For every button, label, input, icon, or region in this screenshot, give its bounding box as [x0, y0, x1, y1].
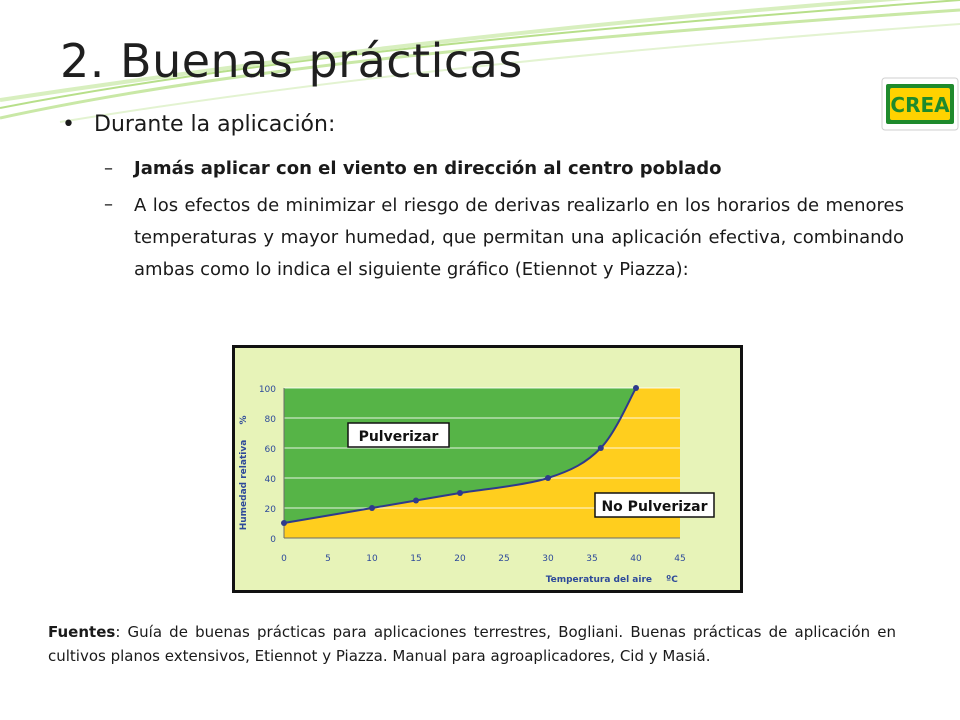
chart-svg — [232, 345, 743, 593]
y-tick-label: 20 — [264, 505, 276, 515]
y-tick-label: 100 — [258, 385, 276, 395]
logo-text: CREA — [890, 93, 950, 117]
x-tick-label: 25 — [498, 554, 510, 564]
subitem-timing-text: A los efectos de minimizar el riesgo de derivas realizarlo en los horarios de menores temperaturas y mayor humedad, que permitan una aplicación efectiva, combinando ambas como lo indica el siguiente gráfico (Etiennot y Piazza): — [134, 195, 904, 280]
x-tick-label: 15 — [410, 554, 422, 564]
y-tick-label: 60 — [264, 445, 276, 455]
bullet-text: Durante la aplicación: — [94, 112, 336, 137]
y-tick-label: 80 — [264, 415, 276, 425]
humidity-temperature-chart — [232, 345, 743, 593]
dash-icon: – — [104, 158, 113, 179]
y-axis-unit: % — [239, 415, 249, 425]
x-tick-label: 30 — [542, 554, 554, 564]
x-tick-label: 35 — [586, 554, 598, 564]
sources-label: Fuentes — [48, 623, 116, 641]
crea-logo — [880, 76, 960, 132]
x-axis-unit: ºC — [666, 575, 678, 585]
data-point — [369, 505, 375, 511]
y-tick-label: 0 — [270, 535, 276, 545]
y-tick-label: 40 — [264, 475, 276, 485]
y-axis-title: Humedad relativa — [239, 439, 249, 531]
x-tick-label: 40 — [630, 554, 642, 564]
x-axis-title: Temperatura del aire — [545, 575, 652, 585]
data-point — [598, 445, 604, 451]
pulverizar-label: Pulverizar — [358, 429, 439, 445]
data-point — [545, 475, 551, 481]
slide-title: 2. Buenas prácticas — [60, 34, 523, 88]
no-pulverizar-label: No Pulverizar — [601, 499, 708, 515]
data-point — [413, 498, 419, 504]
x-tick-label: 0 — [281, 554, 287, 564]
sources-paragraph — [48, 620, 896, 668]
subitem-wind-text: Jamás aplicar con el viento en dirección al centro poblado — [134, 158, 722, 179]
data-point — [281, 520, 287, 526]
sources-text: : Guía de buenas prácticas para aplicaciones terrestres, Bogliani. Buenas prácticas de aplicación en cultivos planos extensivos, Etiennot y Piazza. Manual para agroaplicadores, Cid y Masiá. — [48, 623, 896, 665]
dash-icon: – — [104, 194, 113, 215]
x-tick-label: 10 — [366, 554, 378, 564]
x-tick-label: 5 — [325, 554, 331, 564]
bullet-dot-icon: • — [62, 112, 75, 137]
data-point — [633, 385, 639, 391]
data-point — [457, 490, 463, 496]
x-tick-label: 45 — [674, 554, 686, 564]
x-tick-label: 20 — [454, 554, 466, 564]
